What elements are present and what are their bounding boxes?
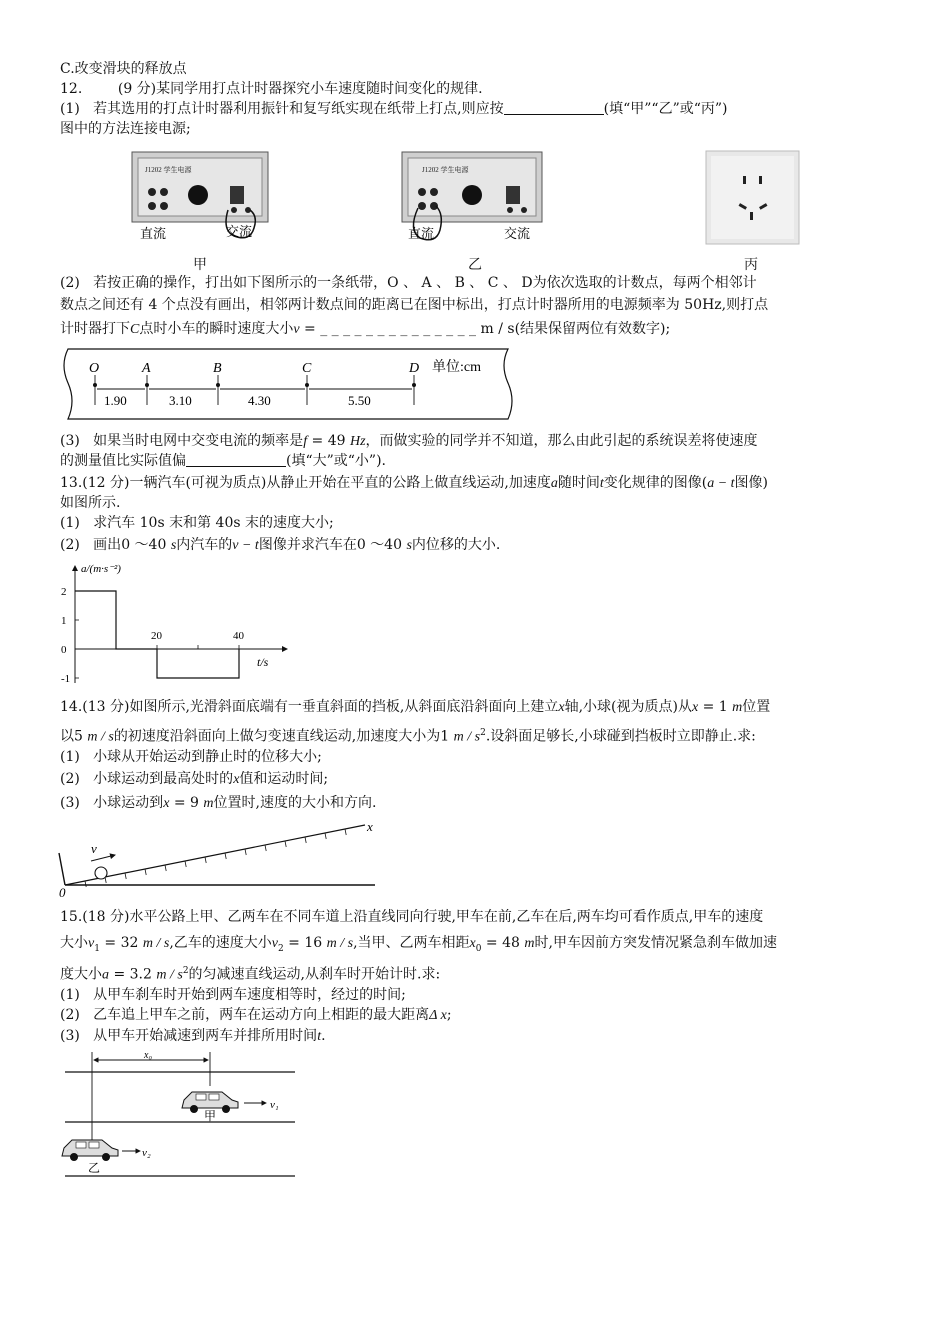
tape-distance-bc: 4.30 <box>248 393 271 408</box>
v1-label: v₁ <box>270 1099 279 1111</box>
tape-point-a: A <box>142 361 151 376</box>
x0-label: x₀ <box>144 1050 152 1061</box>
y-tick-label: 1 <box>61 615 67 627</box>
tape-point-c: C <box>302 361 312 376</box>
q12-part1-line1: (1) 若其选用的打点计时器利用振针和复写纸实现在纸带上打点,则应按 (填“甲”“乙”或“丙”) <box>60 101 728 117</box>
svg-text:J1202 学生电源: J1202 学生电源 <box>422 166 469 174</box>
q15-sub3: (3) 从甲车开始减速到两车并排所用时间t. <box>60 1028 326 1044</box>
incline-figure <box>55 815 385 900</box>
q13-sub2: (2) 画出0 ～40 s内汽车的v − t图像并求汽车在0 ～40 s内位移的大小. <box>60 537 501 553</box>
incline-tick <box>85 881 86 887</box>
a-t-graph <box>55 558 295 688</box>
q14-line1: 14.(13 分)如图所示,光滑斜面底端有一垂直斜面的挡板,从斜面底沿斜面向上建立x轴,小球(视为质点)从x = 1 m位置 <box>60 699 771 715</box>
velocity-label: v <box>91 841 97 856</box>
tape-distance-cd: 5.50 <box>348 393 371 408</box>
incline-tick <box>245 849 246 855</box>
q14-sub1: (1) 小球从开始运动到静止时的位移大小; <box>60 749 322 765</box>
svg-text:交流: 交流 <box>226 224 253 239</box>
q15-line3: 度大小a = 3.2 m / $s^2$的匀减速直线运动,从刹车时开始计时.求: <box>60 966 441 983</box>
q12-part3-line2: 的测量值比实际值偏 (填“大”或“小”). <box>60 453 387 469</box>
q13-sub1: (1) 求汽车 10s 末和第 40s 末的速度大小; <box>60 515 334 531</box>
origin-label: 0 <box>59 885 66 900</box>
q14-sub2: (2) 小球运动到最高处时的x值和运动时间; <box>60 771 329 787</box>
q12-part2-line2: 数点之间还有 4 个点没有画出，相邻两计数点间的距离已在图中标出，打点计时器所用的电源频率为 50Hz,则打点 <box>60 297 769 313</box>
caption-bing: 丙 <box>744 257 758 273</box>
tape-point-b: B <box>213 361 222 376</box>
q15-line1: 15.(18 分)水平公路上甲、乙两车在不同车道上沿直线同向行驶,甲车在前,乙车在后,两车均可看作质点,甲车的速度 <box>60 909 764 925</box>
caption-yi: 乙 <box>468 257 482 273</box>
tape-unit: 单位:cm <box>432 360 481 375</box>
incline-tick <box>325 833 326 839</box>
x-axis-label: t/s <box>257 655 269 669</box>
answer-blank[interactable]: = _ _ _ _ _ _ _ _ _ _ _ _ _ _ <box>299 321 481 337</box>
car-yi-label: 乙 <box>88 1161 101 1175</box>
car-yi <box>62 1140 118 1161</box>
y-tick-label: -1 <box>61 673 71 685</box>
incline-tick <box>305 837 306 843</box>
svg-text:直流: 直流 <box>408 226 435 241</box>
q12-header: 12. (9 分)某同学用打点计时器探究小车速度随时间变化的规律. <box>60 81 483 97</box>
x-tick-label: 20 <box>151 630 162 642</box>
q13-line1: 13.(12 分)一辆汽车(可视为质点)从静止开始在平直的公路上做直线运动,加速度a随时间t变化规律的图像(a − t图像) <box>60 475 768 491</box>
wall-socket-figure <box>705 150 800 245</box>
y-tick-label: 0 <box>61 644 67 656</box>
x-axis-label: x <box>367 819 373 834</box>
power-supply-figure-jia <box>130 150 270 245</box>
road-figure <box>60 1050 300 1180</box>
caption-jia: 甲 <box>193 257 207 273</box>
q14-line2: 以5 m / s的初速度沿斜面向上做匀变速直线运动,加速度大小为1 m / $s^2$.设斜面足够长,小球碰到挡板时立即静止.求: <box>60 728 756 745</box>
q14-sub3: (3) 小球运动到x = 9 m位置时,速度的大小和方向. <box>60 795 377 811</box>
tape-point-d: D <box>409 361 420 376</box>
incline-tick <box>205 857 206 863</box>
car-jia-label: 甲 <box>204 1109 217 1123</box>
incline-tick <box>225 853 226 859</box>
tape-point-o: O <box>89 361 100 376</box>
answer-blank[interactable] <box>186 452 286 467</box>
q15-sub2: (2) 乙车追上甲车之前，两车在运动方向上相距的最大距离Δ x; <box>60 1007 452 1023</box>
paper-tape-figure <box>60 345 520 425</box>
q12-part2-line3: 计时器打下C点时小车的瞬时速度大小v = _ _ _ _ _ _ _ _ _ _ _ _ _ _ m / s(结果保留两位有效数字); <box>60 321 671 337</box>
incline-tick <box>285 841 286 847</box>
tape-distance-ab: 3.10 <box>169 393 192 408</box>
incline-tick <box>145 869 146 875</box>
power-supply-figure-yi <box>400 150 545 245</box>
svg-text:J1202 学生电源: J1202 学生电源 <box>145 166 192 174</box>
v2-label: v₂ <box>142 1147 151 1159</box>
x-tick-label: 40 <box>233 630 244 642</box>
incline-tick <box>345 829 346 835</box>
y-axis-label: a/(m·s⁻²) <box>81 563 121 575</box>
incline-tick <box>265 845 266 851</box>
svg-text:交流: 交流 <box>504 226 531 241</box>
incline-tick <box>185 861 186 867</box>
q15-sub1: (1) 从甲车刹车时开始到两车速度相等时，经过的时间; <box>60 987 406 1003</box>
tape-distance-oa: 1.90 <box>104 393 127 408</box>
answer-blank[interactable] <box>504 100 604 115</box>
q13-line2: 如图所示. <box>60 495 121 511</box>
q12-part2-line1: (2) 若按正确的操作，打出如下图所示的一条纸带，O 、 A 、 B 、 C 、 D为依次选取的计数点，每两个相邻计 <box>60 275 757 291</box>
y-tick-label: 2 <box>61 586 67 598</box>
svg-text:直流: 直流 <box>140 226 167 241</box>
q12-part3-line1: (3) 如果当时电网中交变电流的频率是f = 49 Hz，而做实验的同学并不知道，那么由此引起的系统误差将使速度 <box>60 433 758 449</box>
q15-line2: 大小$v_1 = 32$ m / s,乙车的速度大小$v_2 = 16$ m / s,当甲、乙两车相距$x_0 = 48$ m时,甲车因前方突发情况紧急刹车做加速 <box>60 935 777 954</box>
q12-part1-line2: 图中的方法连接电源; <box>60 121 191 137</box>
q11-option-c: C.改变滑块的释放点 <box>60 61 187 77</box>
incline-tick <box>165 865 166 871</box>
incline-tick <box>125 873 126 879</box>
